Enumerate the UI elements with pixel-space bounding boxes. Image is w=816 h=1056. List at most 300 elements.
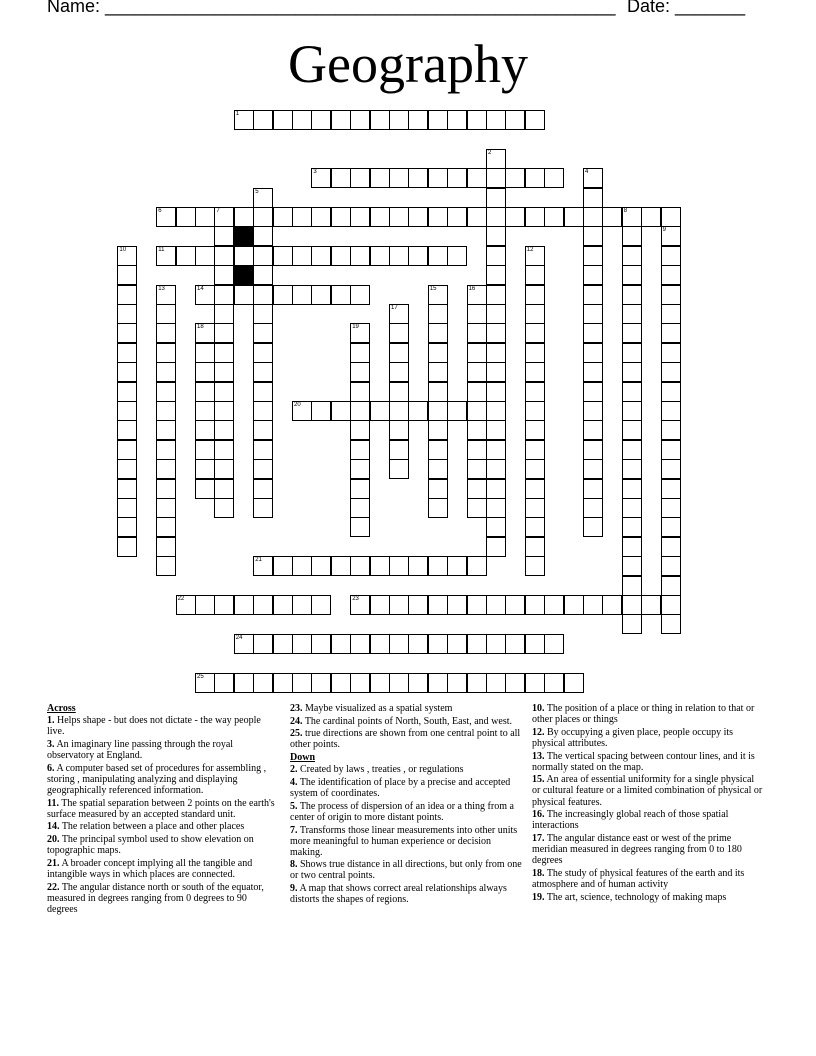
grid-cell[interactable] bbox=[156, 285, 176, 305]
grid-cell[interactable] bbox=[370, 595, 390, 615]
grid-cell[interactable] bbox=[253, 362, 273, 382]
grid-cell[interactable] bbox=[525, 517, 545, 537]
grid-cell[interactable] bbox=[292, 285, 312, 305]
grid-cell[interactable] bbox=[253, 440, 273, 460]
grid-cell[interactable] bbox=[292, 110, 312, 130]
grid-cell[interactable] bbox=[311, 207, 331, 227]
grid-cell[interactable] bbox=[331, 401, 351, 421]
grid-cell[interactable] bbox=[389, 304, 409, 324]
grid-cell[interactable] bbox=[253, 188, 273, 208]
grid-cell[interactable] bbox=[622, 537, 642, 557]
grid-cell[interactable] bbox=[370, 673, 390, 693]
grid-cell[interactable] bbox=[253, 304, 273, 324]
grid-cell[interactable] bbox=[467, 498, 487, 518]
grid-cell[interactable] bbox=[661, 323, 681, 343]
grid-cell[interactable] bbox=[525, 673, 545, 693]
grid-cell[interactable] bbox=[389, 673, 409, 693]
grid-cell[interactable] bbox=[661, 226, 681, 246]
grid-cell[interactable] bbox=[583, 188, 603, 208]
grid-cell[interactable] bbox=[253, 226, 273, 246]
grid-cell[interactable] bbox=[505, 168, 525, 188]
grid-cell[interactable] bbox=[525, 265, 545, 285]
grid-cell[interactable] bbox=[350, 323, 370, 343]
grid-cell[interactable] bbox=[156, 343, 176, 363]
grid-cell[interactable] bbox=[583, 595, 603, 615]
grid-cell[interactable] bbox=[661, 343, 681, 363]
grid-cell[interactable] bbox=[195, 595, 215, 615]
grid-cell[interactable] bbox=[505, 207, 525, 227]
grid-cell[interactable] bbox=[311, 168, 331, 188]
grid-cell[interactable] bbox=[661, 517, 681, 537]
grid-cell[interactable] bbox=[350, 207, 370, 227]
grid-cell[interactable] bbox=[273, 595, 293, 615]
grid-cell[interactable] bbox=[176, 207, 196, 227]
grid-cell[interactable] bbox=[525, 343, 545, 363]
grid-cell[interactable] bbox=[273, 556, 293, 576]
grid-cell[interactable] bbox=[117, 382, 137, 402]
grid-cell[interactable] bbox=[214, 498, 234, 518]
grid-cell[interactable] bbox=[525, 595, 545, 615]
grid-cell[interactable] bbox=[661, 246, 681, 266]
grid-cell[interactable] bbox=[253, 498, 273, 518]
grid-cell[interactable] bbox=[117, 362, 137, 382]
grid-cell[interactable] bbox=[467, 556, 487, 576]
grid-cell[interactable] bbox=[214, 673, 234, 693]
grid-cell[interactable] bbox=[273, 246, 293, 266]
grid-cell[interactable] bbox=[486, 226, 506, 246]
grid-cell[interactable] bbox=[505, 634, 525, 654]
grid-cell[interactable] bbox=[350, 459, 370, 479]
grid-cell[interactable] bbox=[214, 323, 234, 343]
grid-cell[interactable] bbox=[486, 207, 506, 227]
grid-cell[interactable] bbox=[389, 168, 409, 188]
grid-cell[interactable] bbox=[156, 246, 176, 266]
grid-cell[interactable] bbox=[661, 382, 681, 402]
grid-cell[interactable] bbox=[156, 401, 176, 421]
grid-cell[interactable] bbox=[467, 110, 487, 130]
grid-cell[interactable] bbox=[195, 207, 215, 227]
grid-cell[interactable] bbox=[214, 265, 234, 285]
grid-cell[interactable] bbox=[195, 401, 215, 421]
grid-cell[interactable] bbox=[467, 673, 487, 693]
grid-cell[interactable] bbox=[661, 576, 681, 596]
grid-cell[interactable] bbox=[370, 246, 390, 266]
grid-cell[interactable] bbox=[234, 634, 254, 654]
grid-cell[interactable] bbox=[292, 673, 312, 693]
grid-cell[interactable] bbox=[602, 207, 622, 227]
grid-cell[interactable] bbox=[622, 323, 642, 343]
grid-cell[interactable] bbox=[234, 246, 254, 266]
grid-cell[interactable] bbox=[350, 420, 370, 440]
grid-cell[interactable] bbox=[117, 265, 137, 285]
grid-cell[interactable] bbox=[622, 226, 642, 246]
grid-cell[interactable] bbox=[292, 207, 312, 227]
grid-cell[interactable] bbox=[525, 420, 545, 440]
grid-cell[interactable] bbox=[117, 323, 137, 343]
grid-cell[interactable] bbox=[486, 168, 506, 188]
grid-cell[interactable] bbox=[622, 382, 642, 402]
grid-cell[interactable] bbox=[544, 207, 564, 227]
grid-cell[interactable] bbox=[486, 323, 506, 343]
grid-cell[interactable] bbox=[234, 110, 254, 130]
grid-cell[interactable] bbox=[505, 110, 525, 130]
grid-cell[interactable] bbox=[622, 440, 642, 460]
grid-cell[interactable] bbox=[253, 246, 273, 266]
grid-cell[interactable] bbox=[661, 304, 681, 324]
grid-cell[interactable] bbox=[350, 556, 370, 576]
grid-cell[interactable] bbox=[583, 343, 603, 363]
grid-cell[interactable] bbox=[176, 595, 196, 615]
grid-cell[interactable] bbox=[525, 110, 545, 130]
grid-cell[interactable] bbox=[389, 343, 409, 363]
grid-cell[interactable] bbox=[292, 595, 312, 615]
grid-cell[interactable] bbox=[389, 110, 409, 130]
grid-cell[interactable] bbox=[583, 440, 603, 460]
grid-cell[interactable] bbox=[370, 634, 390, 654]
grid-cell[interactable] bbox=[525, 168, 545, 188]
grid-cell[interactable] bbox=[525, 382, 545, 402]
grid-cell[interactable] bbox=[583, 362, 603, 382]
grid-cell[interactable] bbox=[214, 362, 234, 382]
grid-cell[interactable] bbox=[156, 362, 176, 382]
grid-cell[interactable] bbox=[447, 110, 467, 130]
grid-cell[interactable] bbox=[195, 420, 215, 440]
grid-cell[interactable] bbox=[583, 420, 603, 440]
grid-cell[interactable] bbox=[195, 323, 215, 343]
grid-cell[interactable] bbox=[428, 673, 448, 693]
grid-cell[interactable] bbox=[486, 362, 506, 382]
grid-cell[interactable] bbox=[467, 382, 487, 402]
grid-cell[interactable] bbox=[525, 246, 545, 266]
grid-cell[interactable] bbox=[583, 459, 603, 479]
grid-cell[interactable] bbox=[331, 246, 351, 266]
grid-cell[interactable] bbox=[408, 556, 428, 576]
grid-cell[interactable] bbox=[117, 537, 137, 557]
grid-cell[interactable] bbox=[311, 673, 331, 693]
grid-cell[interactable] bbox=[602, 595, 622, 615]
grid-cell[interactable] bbox=[622, 420, 642, 440]
grid-cell[interactable] bbox=[195, 673, 215, 693]
grid-cell[interactable] bbox=[428, 440, 448, 460]
grid-cell[interactable] bbox=[311, 401, 331, 421]
grid-cell[interactable] bbox=[331, 168, 351, 188]
grid-cell[interactable] bbox=[486, 401, 506, 421]
grid-cell[interactable] bbox=[641, 207, 661, 227]
grid-cell[interactable] bbox=[253, 343, 273, 363]
grid-cell[interactable] bbox=[583, 285, 603, 305]
grid-cell[interactable] bbox=[311, 285, 331, 305]
grid-cell[interactable] bbox=[253, 595, 273, 615]
grid-cell[interactable] bbox=[525, 479, 545, 499]
grid-cell[interactable] bbox=[622, 556, 642, 576]
grid-cell[interactable] bbox=[428, 382, 448, 402]
grid-cell[interactable] bbox=[661, 207, 681, 227]
grid-cell[interactable] bbox=[253, 207, 273, 227]
grid-cell[interactable] bbox=[389, 362, 409, 382]
grid-cell[interactable] bbox=[292, 401, 312, 421]
grid-cell[interactable] bbox=[486, 285, 506, 305]
grid-cell[interactable] bbox=[253, 556, 273, 576]
grid-cell[interactable] bbox=[428, 207, 448, 227]
grid-cell[interactable] bbox=[428, 343, 448, 363]
grid-cell[interactable] bbox=[467, 207, 487, 227]
grid-cell[interactable] bbox=[622, 479, 642, 499]
grid-cell[interactable] bbox=[467, 285, 487, 305]
grid-cell[interactable] bbox=[428, 459, 448, 479]
grid-cell[interactable] bbox=[544, 673, 564, 693]
grid-cell[interactable] bbox=[622, 517, 642, 537]
grid-cell[interactable] bbox=[486, 459, 506, 479]
grid-cell[interactable] bbox=[447, 634, 467, 654]
grid-cell[interactable] bbox=[408, 634, 428, 654]
grid-cell[interactable] bbox=[331, 556, 351, 576]
grid-cell[interactable] bbox=[156, 459, 176, 479]
grid-cell[interactable] bbox=[583, 382, 603, 402]
grid-cell[interactable] bbox=[195, 479, 215, 499]
grid-cell[interactable] bbox=[428, 420, 448, 440]
grid-cell[interactable] bbox=[195, 362, 215, 382]
grid-cell[interactable] bbox=[661, 440, 681, 460]
grid-cell[interactable] bbox=[467, 343, 487, 363]
grid-cell[interactable] bbox=[408, 207, 428, 227]
grid-cell[interactable] bbox=[447, 673, 467, 693]
grid-cell[interactable] bbox=[428, 595, 448, 615]
grid-cell[interactable] bbox=[214, 595, 234, 615]
grid-cell[interactable] bbox=[331, 634, 351, 654]
grid-cell[interactable] bbox=[389, 459, 409, 479]
grid-cell[interactable] bbox=[195, 343, 215, 363]
grid-cell[interactable] bbox=[525, 401, 545, 421]
grid-cell[interactable] bbox=[641, 595, 661, 615]
grid-cell[interactable] bbox=[408, 246, 428, 266]
grid-cell[interactable] bbox=[389, 401, 409, 421]
grid-cell[interactable] bbox=[370, 401, 390, 421]
grid-cell[interactable] bbox=[486, 634, 506, 654]
grid-cell[interactable] bbox=[253, 673, 273, 693]
grid-cell[interactable] bbox=[583, 517, 603, 537]
grid-cell[interactable] bbox=[311, 634, 331, 654]
grid-cell[interactable] bbox=[253, 420, 273, 440]
grid-cell[interactable] bbox=[253, 285, 273, 305]
grid-cell[interactable] bbox=[214, 207, 234, 227]
grid-cell[interactable] bbox=[331, 207, 351, 227]
grid-cell[interactable] bbox=[486, 440, 506, 460]
grid-cell[interactable] bbox=[273, 110, 293, 130]
grid-cell[interactable] bbox=[214, 246, 234, 266]
grid-cell[interactable] bbox=[622, 498, 642, 518]
grid-cell[interactable] bbox=[564, 595, 584, 615]
grid-cell[interactable] bbox=[622, 343, 642, 363]
grid-cell[interactable] bbox=[467, 479, 487, 499]
grid-cell[interactable] bbox=[253, 110, 273, 130]
grid-cell[interactable] bbox=[311, 110, 331, 130]
grid-cell[interactable] bbox=[486, 246, 506, 266]
grid-cell[interactable] bbox=[622, 207, 642, 227]
grid-cell[interactable] bbox=[389, 556, 409, 576]
grid-cell[interactable] bbox=[176, 246, 196, 266]
grid-cell[interactable] bbox=[505, 595, 525, 615]
grid-cell[interactable] bbox=[622, 595, 642, 615]
grid-cell[interactable] bbox=[273, 207, 293, 227]
grid-cell[interactable] bbox=[525, 323, 545, 343]
grid-cell[interactable] bbox=[661, 265, 681, 285]
grid-cell[interactable] bbox=[661, 401, 681, 421]
grid-cell[interactable] bbox=[447, 595, 467, 615]
grid-cell[interactable] bbox=[583, 479, 603, 499]
grid-cell[interactable] bbox=[525, 556, 545, 576]
grid-cell[interactable] bbox=[447, 207, 467, 227]
grid-cell[interactable] bbox=[447, 168, 467, 188]
grid-cell[interactable] bbox=[544, 634, 564, 654]
grid-cell[interactable] bbox=[156, 382, 176, 402]
grid-cell[interactable] bbox=[622, 614, 642, 634]
grid-cell[interactable] bbox=[331, 285, 351, 305]
grid-cell[interactable] bbox=[350, 498, 370, 518]
grid-cell[interactable] bbox=[486, 149, 506, 169]
grid-cell[interactable] bbox=[273, 634, 293, 654]
grid-cell[interactable] bbox=[622, 304, 642, 324]
grid-cell[interactable] bbox=[486, 304, 506, 324]
grid-cell[interactable] bbox=[350, 595, 370, 615]
grid-cell[interactable] bbox=[253, 401, 273, 421]
grid-cell[interactable] bbox=[117, 517, 137, 537]
grid-cell[interactable] bbox=[467, 323, 487, 343]
grid-cell[interactable] bbox=[156, 479, 176, 499]
grid-cell[interactable] bbox=[525, 537, 545, 557]
grid-cell[interactable] bbox=[195, 246, 215, 266]
grid-cell[interactable] bbox=[428, 304, 448, 324]
grid-cell[interactable] bbox=[117, 246, 137, 266]
grid-cell[interactable] bbox=[428, 362, 448, 382]
grid-cell[interactable] bbox=[583, 168, 603, 188]
grid-cell[interactable] bbox=[195, 285, 215, 305]
grid-cell[interactable] bbox=[234, 285, 254, 305]
grid-cell[interactable] bbox=[195, 440, 215, 460]
grid-cell[interactable] bbox=[467, 401, 487, 421]
grid-cell[interactable] bbox=[408, 168, 428, 188]
grid-cell[interactable] bbox=[622, 285, 642, 305]
grid-cell[interactable] bbox=[622, 459, 642, 479]
grid-cell[interactable] bbox=[370, 110, 390, 130]
grid-cell[interactable] bbox=[525, 304, 545, 324]
grid-cell[interactable] bbox=[447, 246, 467, 266]
grid-cell[interactable] bbox=[292, 634, 312, 654]
grid-cell[interactable] bbox=[350, 110, 370, 130]
grid-cell[interactable] bbox=[661, 362, 681, 382]
name-field-label[interactable]: Name: ___________________________________________________ bbox=[47, 0, 616, 16]
grid-cell[interactable] bbox=[156, 420, 176, 440]
grid-cell[interactable] bbox=[214, 382, 234, 402]
grid-cell[interactable] bbox=[622, 265, 642, 285]
grid-cell[interactable] bbox=[428, 498, 448, 518]
grid-cell[interactable] bbox=[486, 537, 506, 557]
grid-cell[interactable] bbox=[525, 285, 545, 305]
grid-cell[interactable] bbox=[564, 207, 584, 227]
grid-cell[interactable] bbox=[447, 556, 467, 576]
grid-cell[interactable] bbox=[350, 382, 370, 402]
grid-cell[interactable] bbox=[486, 110, 506, 130]
grid-cell[interactable] bbox=[389, 440, 409, 460]
grid-cell[interactable] bbox=[214, 479, 234, 499]
grid-cell[interactable] bbox=[156, 440, 176, 460]
grid-cell[interactable] bbox=[370, 556, 390, 576]
grid-cell[interactable] bbox=[467, 595, 487, 615]
grid-cell[interactable] bbox=[428, 556, 448, 576]
grid-cell[interactable] bbox=[156, 517, 176, 537]
grid-cell[interactable] bbox=[622, 362, 642, 382]
grid-cell[interactable] bbox=[117, 498, 137, 518]
grid-cell[interactable] bbox=[253, 459, 273, 479]
grid-cell[interactable] bbox=[583, 207, 603, 227]
grid-cell[interactable] bbox=[661, 556, 681, 576]
grid-cell[interactable] bbox=[311, 556, 331, 576]
grid-cell[interactable] bbox=[525, 498, 545, 518]
grid-cell[interactable] bbox=[350, 634, 370, 654]
grid-cell[interactable] bbox=[486, 673, 506, 693]
grid-cell[interactable] bbox=[331, 673, 351, 693]
grid-cell[interactable] bbox=[195, 382, 215, 402]
grid-cell[interactable] bbox=[428, 168, 448, 188]
grid-cell[interactable] bbox=[486, 343, 506, 363]
grid-cell[interactable] bbox=[486, 595, 506, 615]
grid-cell[interactable] bbox=[350, 673, 370, 693]
grid-cell[interactable] bbox=[234, 595, 254, 615]
grid-cell[interactable] bbox=[428, 110, 448, 130]
grid-cell[interactable] bbox=[583, 304, 603, 324]
grid-cell[interactable] bbox=[525, 440, 545, 460]
grid-cell[interactable] bbox=[583, 401, 603, 421]
date-field-label[interactable]: Date: _______ bbox=[627, 0, 746, 16]
grid-cell[interactable] bbox=[253, 323, 273, 343]
grid-cell[interactable] bbox=[544, 168, 564, 188]
grid-cell[interactable] bbox=[350, 285, 370, 305]
grid-cell[interactable] bbox=[253, 634, 273, 654]
grid-cell[interactable] bbox=[583, 323, 603, 343]
grid-cell[interactable] bbox=[156, 207, 176, 227]
grid-cell[interactable] bbox=[661, 285, 681, 305]
grid-cell[interactable] bbox=[117, 285, 137, 305]
grid-cell[interactable] bbox=[350, 168, 370, 188]
grid-cell[interactable] bbox=[156, 304, 176, 324]
grid-cell[interactable] bbox=[117, 440, 137, 460]
grid-cell[interactable] bbox=[428, 401, 448, 421]
grid-cell[interactable] bbox=[350, 440, 370, 460]
grid-cell[interactable] bbox=[661, 595, 681, 615]
grid-cell[interactable] bbox=[428, 285, 448, 305]
grid-cell[interactable] bbox=[408, 673, 428, 693]
grid-cell[interactable] bbox=[156, 498, 176, 518]
grid-cell[interactable] bbox=[214, 226, 234, 246]
grid-cell[interactable] bbox=[661, 498, 681, 518]
grid-cell[interactable] bbox=[117, 304, 137, 324]
grid-cell[interactable] bbox=[408, 401, 428, 421]
grid-cell[interactable] bbox=[370, 168, 390, 188]
grid-cell[interactable] bbox=[564, 673, 584, 693]
grid-cell[interactable] bbox=[661, 537, 681, 557]
grid-cell[interactable] bbox=[117, 479, 137, 499]
grid-cell[interactable] bbox=[214, 285, 234, 305]
grid-cell[interactable] bbox=[234, 673, 254, 693]
grid-cell[interactable] bbox=[350, 401, 370, 421]
grid-cell[interactable] bbox=[525, 207, 545, 227]
grid-cell[interactable] bbox=[389, 382, 409, 402]
grid-cell[interactable] bbox=[467, 440, 487, 460]
grid-cell[interactable] bbox=[253, 265, 273, 285]
grid-cell[interactable] bbox=[253, 479, 273, 499]
grid-cell[interactable] bbox=[467, 304, 487, 324]
grid-cell[interactable] bbox=[525, 634, 545, 654]
grid-cell[interactable] bbox=[467, 362, 487, 382]
